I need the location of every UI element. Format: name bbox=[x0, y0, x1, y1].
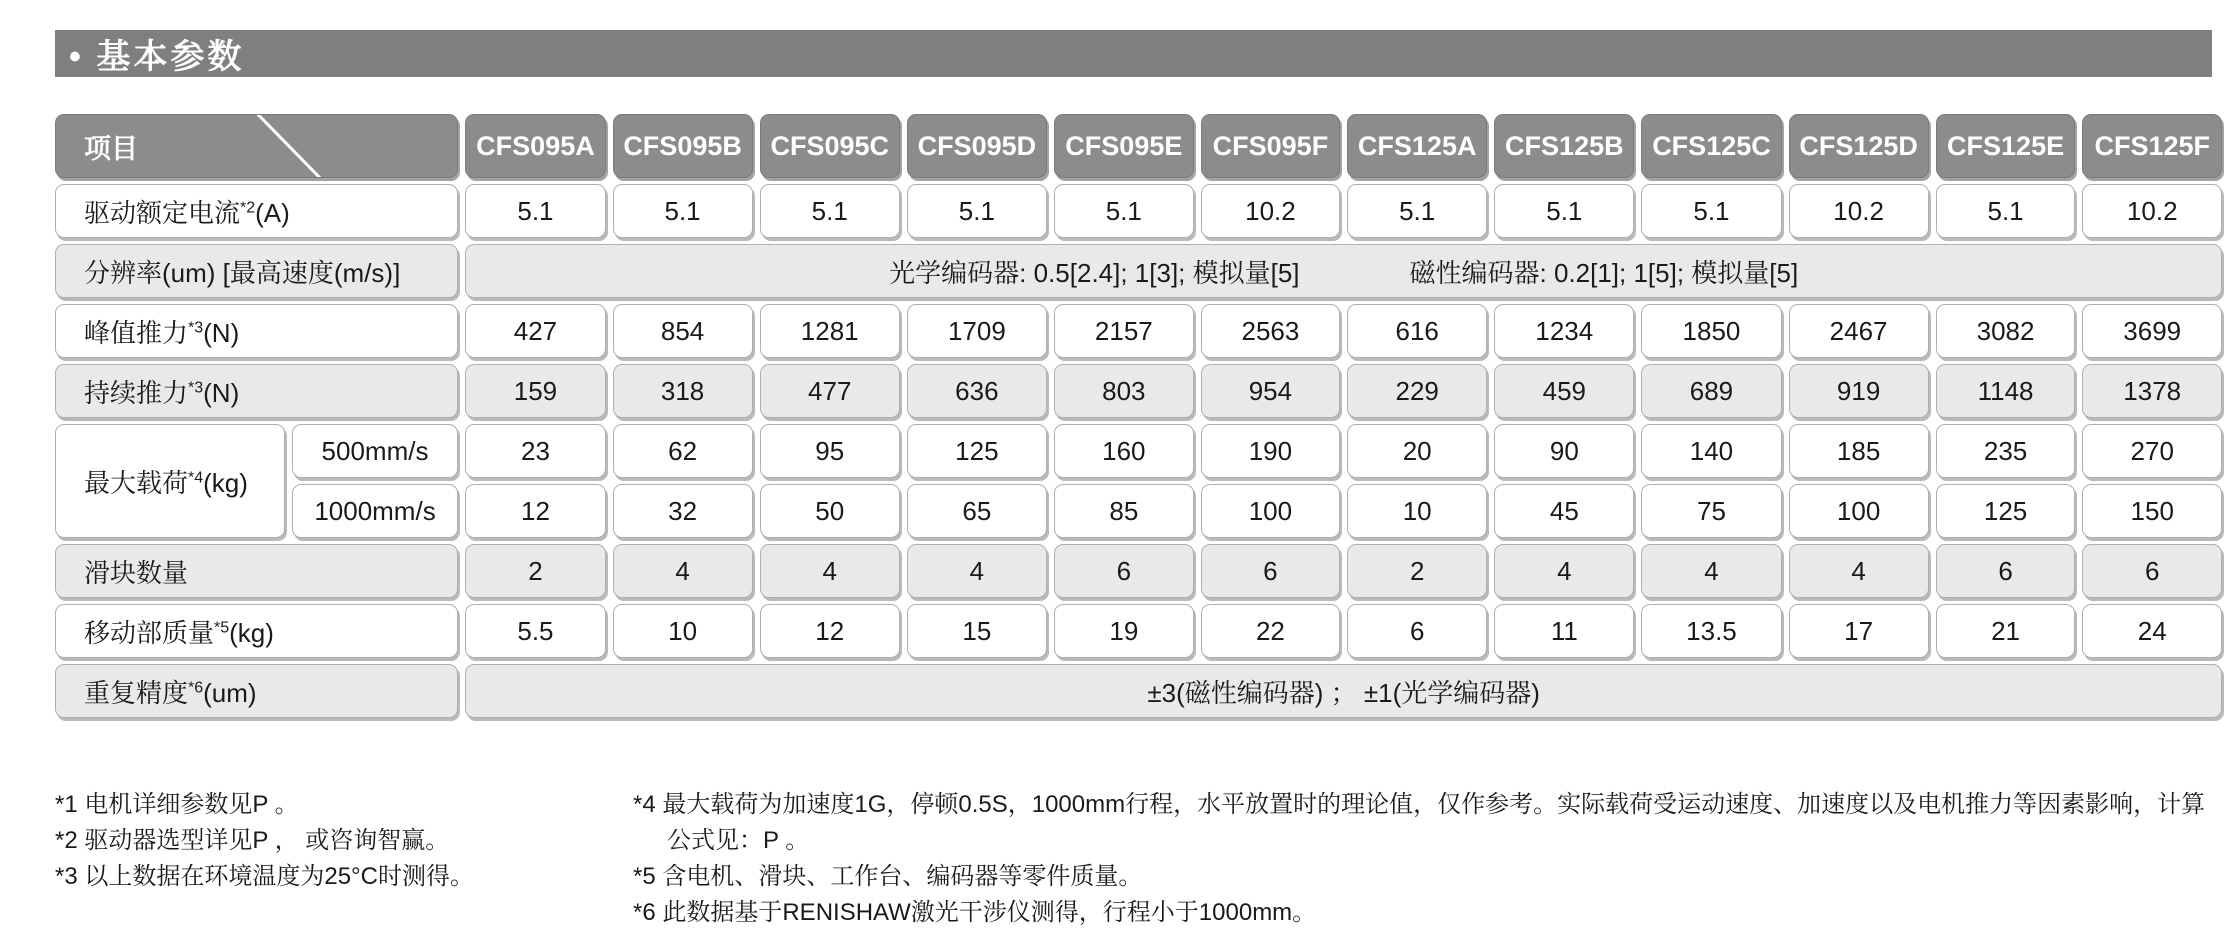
value-cell: 3699 bbox=[2082, 304, 2222, 358]
footnote-ref: *6 bbox=[188, 678, 204, 696]
value-cell: 90 bbox=[1494, 424, 1634, 478]
value-cell: 11 bbox=[1494, 604, 1634, 658]
value-cell: 10.2 bbox=[2082, 184, 2222, 238]
value-cell: 318 bbox=[613, 364, 753, 418]
row-label-unit: (kg) bbox=[229, 617, 274, 648]
merged-value-part: ±3(磁性编码器) ； ±1(光学编码器) bbox=[1147, 677, 1540, 708]
footnotes bbox=[55, 788, 2223, 932]
value-cell: 159 bbox=[465, 364, 605, 418]
footnotes-left-column bbox=[55, 788, 633, 932]
footnote-ref: *4 bbox=[188, 468, 204, 486]
footnote-line: *6 此数据基于RENISHAW激光干涉仪测得，行程小于1000mm。 bbox=[633, 899, 1317, 926]
value-cell: 1378 bbox=[2082, 364, 2222, 418]
value-cell: 24 bbox=[2082, 604, 2222, 658]
row-label-text: 持续推力 bbox=[84, 377, 189, 408]
value-cell: 270 bbox=[2082, 424, 2222, 478]
value-cell: 50 bbox=[760, 484, 900, 538]
value-cell: 150 bbox=[2082, 484, 2222, 538]
value-cell: 21 bbox=[1936, 604, 2076, 658]
value-cell: 4 bbox=[613, 544, 753, 598]
table-row bbox=[55, 484, 2222, 538]
value-cell: 10.2 bbox=[1201, 184, 1340, 238]
footnote-ref: *2 bbox=[240, 198, 256, 216]
value-cell: 160 bbox=[1054, 424, 1194, 478]
table-row bbox=[55, 364, 2222, 418]
column-header: CFS095D bbox=[907, 114, 1047, 178]
merged-value-parts bbox=[470, 673, 2217, 710]
row-label-unit: (um) bbox=[203, 677, 257, 708]
column-header: CFS095A bbox=[465, 114, 605, 178]
row-label-text: 驱动额定电流 bbox=[84, 197, 241, 228]
table-row bbox=[55, 244, 2222, 298]
value-cell: 229 bbox=[1347, 364, 1487, 418]
value-cell: 32 bbox=[613, 484, 753, 538]
value-cell: 616 bbox=[1347, 304, 1487, 358]
sub-label-cell: 1000mm/s bbox=[292, 484, 459, 538]
value-cell: 17 bbox=[1789, 604, 1929, 658]
value-cell: 95 bbox=[760, 424, 900, 478]
footnote-line: *2 驱动器选型详见P ， 或咨询智赢。 bbox=[55, 827, 450, 854]
value-cell: 4 bbox=[1641, 544, 1781, 598]
value-cell: 125 bbox=[907, 424, 1047, 478]
row-label bbox=[55, 364, 458, 418]
row-label-text: 峰值推力 bbox=[84, 317, 189, 348]
row-label-text: 滑块数量 bbox=[84, 557, 189, 588]
row-label bbox=[55, 244, 458, 298]
value-cell: 954 bbox=[1201, 364, 1340, 418]
value-cell: 5.1 bbox=[1936, 184, 2076, 238]
value-cell: 65 bbox=[907, 484, 1047, 538]
value-cell: 6 bbox=[1347, 604, 1487, 658]
row-label bbox=[55, 304, 458, 358]
column-header: CFS095B bbox=[613, 114, 753, 178]
value-cell: 85 bbox=[1054, 484, 1194, 538]
merged-value-part: 磁性编码器: 0.2[1]; 1[5]; 模拟量[5] bbox=[1409, 257, 1799, 288]
value-cell: 100 bbox=[1789, 484, 1929, 538]
value-cell: 2467 bbox=[1789, 304, 1929, 358]
row-label bbox=[55, 664, 458, 718]
row-label-text: 最大载荷 bbox=[84, 467, 189, 498]
merged-value-cell bbox=[465, 664, 2222, 718]
spec-table bbox=[48, 108, 2229, 724]
value-cell: 15 bbox=[907, 604, 1047, 658]
column-header: CFS125F bbox=[2082, 114, 2222, 178]
value-cell: 689 bbox=[1641, 364, 1781, 418]
footnote-line: *1 电机详细参数见P 。 bbox=[55, 791, 299, 818]
value-cell: 13.5 bbox=[1641, 604, 1781, 658]
value-cell: 6 bbox=[1054, 544, 1194, 598]
column-header: CFS095E bbox=[1054, 114, 1194, 178]
value-cell: 1709 bbox=[907, 304, 1047, 358]
value-cell: 6 bbox=[1936, 544, 2076, 598]
value-cell: 1850 bbox=[1641, 304, 1781, 358]
footnote-ref: *3 bbox=[188, 378, 204, 396]
value-cell: 854 bbox=[613, 304, 753, 358]
sub-label-cell: 500mm/s bbox=[292, 424, 459, 478]
footnote-line: *3 以上数据在环境温度为25°C时测得。 bbox=[55, 863, 474, 890]
value-cell: 5.1 bbox=[613, 184, 753, 238]
value-cell: 12 bbox=[465, 484, 605, 538]
value-cell: 4 bbox=[907, 544, 1047, 598]
value-cell: 1148 bbox=[1936, 364, 2076, 418]
value-cell: 12 bbox=[760, 604, 900, 658]
value-cell: 45 bbox=[1494, 484, 1634, 538]
column-header: CFS095F bbox=[1201, 114, 1340, 178]
table-row bbox=[55, 424, 2222, 478]
table-row bbox=[55, 604, 2222, 658]
footnote-ref: *3 bbox=[188, 318, 204, 336]
value-cell: 919 bbox=[1789, 364, 1929, 418]
value-cell: 185 bbox=[1789, 424, 1929, 478]
footnote-line: *5 含电机、滑块、工作台、编码器等零件质量。 bbox=[633, 863, 1143, 890]
value-cell: 20 bbox=[1347, 424, 1487, 478]
value-cell: 4 bbox=[760, 544, 900, 598]
value-cell: 4 bbox=[1789, 544, 1929, 598]
value-cell: 6 bbox=[1201, 544, 1340, 598]
row-label-unit: (A) bbox=[255, 197, 290, 228]
value-cell: 190 bbox=[1201, 424, 1340, 478]
value-cell: 10 bbox=[1347, 484, 1487, 538]
value-cell: 3082 bbox=[1936, 304, 2076, 358]
row-label bbox=[55, 604, 458, 658]
spec-table-container bbox=[48, 108, 2229, 724]
value-cell: 5.5 bbox=[465, 604, 605, 658]
row-label-unit: (N) bbox=[203, 317, 240, 348]
value-cell: 235 bbox=[1936, 424, 2076, 478]
value-cell: 5.1 bbox=[1054, 184, 1194, 238]
row-label-unit: (kg) bbox=[203, 467, 248, 498]
row-label bbox=[55, 544, 458, 598]
table-row bbox=[55, 664, 2222, 718]
value-cell: 22 bbox=[1201, 604, 1340, 658]
column-header: CFS125A bbox=[1347, 114, 1487, 178]
column-header: CFS125B bbox=[1494, 114, 1634, 178]
value-cell: 5.1 bbox=[1494, 184, 1634, 238]
value-cell: 100 bbox=[1201, 484, 1340, 538]
value-cell: 5.1 bbox=[1347, 184, 1487, 238]
footnote-line: 公式见：P 。 bbox=[667, 827, 810, 854]
value-cell: 6 bbox=[2082, 544, 2222, 598]
row-label-text: 移动部质量 bbox=[84, 617, 215, 648]
row-label-unit: (N) bbox=[203, 377, 240, 408]
value-cell: 75 bbox=[1641, 484, 1781, 538]
column-header: CFS095C bbox=[760, 114, 900, 178]
row-label-text: 分辨率(um) [最高速度(m/s)] bbox=[84, 257, 401, 288]
value-cell: 62 bbox=[613, 424, 753, 478]
value-cell: 427 bbox=[465, 304, 605, 358]
row-label-text: 重复精度 bbox=[84, 677, 189, 708]
value-cell: 2 bbox=[1347, 544, 1487, 598]
merged-value-parts bbox=[470, 253, 2217, 290]
table-row bbox=[55, 184, 2222, 238]
footnotes-right-column bbox=[633, 788, 2223, 932]
row-label bbox=[55, 424, 285, 538]
value-cell: 10.2 bbox=[1789, 184, 1929, 238]
value-cell: 140 bbox=[1641, 424, 1781, 478]
corner-cell bbox=[55, 114, 458, 178]
value-cell: 5.1 bbox=[1641, 184, 1781, 238]
value-cell: 477 bbox=[760, 364, 900, 418]
section-title: • 基本参数 bbox=[69, 38, 245, 76]
value-cell: 2157 bbox=[1054, 304, 1194, 358]
value-cell: 1281 bbox=[760, 304, 900, 358]
value-cell: 2563 bbox=[1201, 304, 1340, 358]
value-cell: 2 bbox=[465, 544, 605, 598]
value-cell: 803 bbox=[1054, 364, 1194, 418]
corner-label: 项目 bbox=[84, 133, 138, 164]
value-cell: 636 bbox=[907, 364, 1047, 418]
row-label bbox=[55, 184, 458, 238]
footnote-line: *4 最大载荷为加速度1G，停顿0.5S，1000mm行程，水平放置时的理论值，仅作参考。实际载荷受运动速度、加速度以及电机推力等因素影响，计算 bbox=[633, 791, 2206, 818]
value-cell: 5.1 bbox=[760, 184, 900, 238]
value-cell: 125 bbox=[1936, 484, 2076, 538]
merged-value-cell bbox=[465, 244, 2222, 298]
header-row bbox=[55, 114, 2222, 178]
value-cell: 10 bbox=[613, 604, 753, 658]
value-cell: 459 bbox=[1494, 364, 1634, 418]
value-cell: 5.1 bbox=[465, 184, 605, 238]
value-cell: 4 bbox=[1494, 544, 1634, 598]
section-title-banner bbox=[55, 30, 2212, 77]
footnote-ref: *5 bbox=[214, 618, 230, 636]
value-cell: 19 bbox=[1054, 604, 1194, 658]
table-row bbox=[55, 304, 2222, 358]
value-cell: 1234 bbox=[1494, 304, 1634, 358]
column-header: CFS125E bbox=[1936, 114, 2076, 178]
column-header: CFS125C bbox=[1641, 114, 1781, 178]
value-cell: 5.1 bbox=[907, 184, 1047, 238]
merged-value-part: 光学编码器: 0.5[2.4]; 1[3]; 模拟量[5] bbox=[889, 257, 1300, 288]
value-cell: 23 bbox=[465, 424, 605, 478]
table-row bbox=[55, 544, 2222, 598]
column-header: CFS125D bbox=[1789, 114, 1929, 178]
